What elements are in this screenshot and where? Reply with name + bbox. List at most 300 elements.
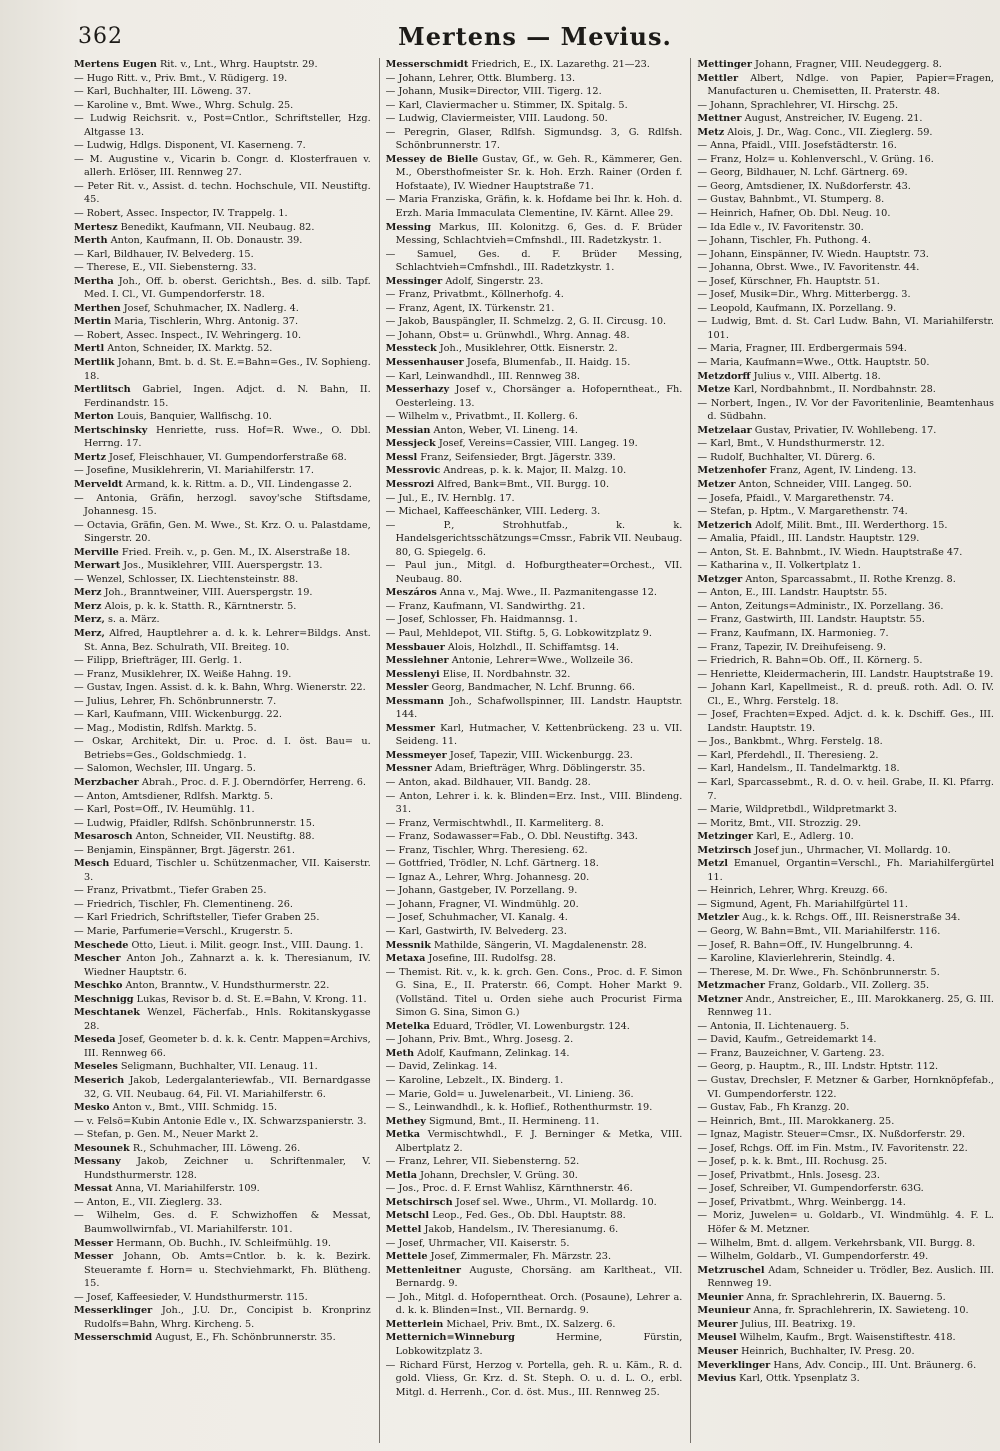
directory-entry	[74, 722, 371, 736]
directory-entry	[697, 112, 994, 126]
directory-entry	[74, 356, 371, 383]
directory-entry	[386, 952, 683, 966]
entry-details: Adolf, Milit. Bmt., III. Werderthorg. 15.	[752, 519, 948, 531]
entry-details: — Ludwig Reichsrit. v., Post=Cntlor., Schriftsteller, Hzg. Altgasse 13.	[74, 113, 371, 138]
entry-details: — Franz, Tapezir, IV. Dreihufeiseng. 9.	[697, 641, 887, 653]
entry-details: August, E., Fh. Schönbrunnerstr. 35.	[152, 1332, 336, 1344]
page-number: 362	[78, 24, 123, 49]
directory-column-3	[690, 58, 994, 1443]
directory-entry	[697, 1142, 994, 1156]
directory-entry	[697, 492, 994, 506]
directory-entry	[697, 126, 994, 140]
directory-entry	[697, 1237, 994, 1251]
directory-entry	[386, 939, 683, 953]
entry-details: Eduard, Tischler u. Schützenmacher, VII. Kaiserstr. 3.	[84, 858, 371, 883]
directory-entry	[74, 275, 371, 302]
entry-surname: Messrozi	[385, 478, 435, 490]
directory-entry	[386, 817, 683, 831]
entry-details: Antonie, Lehrer=Wwe., Wollzeile 36.	[448, 655, 634, 667]
entry-surname: Messteck	[385, 343, 437, 355]
entry-surname: Methey	[385, 1115, 426, 1127]
entry-details: — Friedrich, Tischler, Fh. Clementineng. 26.	[74, 898, 293, 910]
entry-surname: Messenhauser	[385, 357, 464, 369]
directory-entry	[697, 464, 994, 478]
entry-details: Franz, Seifensieder, Brgt. Jägerstr. 339.	[417, 451, 616, 463]
entry-details: Gustav, Privatier, IV. Wohllebeng. 17.	[751, 424, 937, 436]
directory-entry	[74, 1304, 371, 1331]
entry-surname: Merthen	[74, 302, 121, 314]
entry-surname: Meurer	[697, 1318, 738, 1330]
entry-details: Anton, Sparcassabmt., II. Rothe Krenzg. 8.	[742, 573, 956, 585]
entry-surname: Messmeyer	[385, 749, 447, 761]
directory-entry	[386, 695, 683, 722]
directory-entry	[697, 600, 994, 614]
directory-entry	[74, 952, 371, 979]
directory-entry	[74, 383, 371, 410]
entry-details: — Moriz, Juwelen= u. Goldarb., VI. Windmühlg. 4. F. L. Höfer & M. Metzner.	[697, 1210, 995, 1236]
directory-entry	[697, 966, 994, 980]
directory-entry	[697, 559, 994, 573]
directory-entry	[74, 898, 371, 912]
entry-surname: Metla	[385, 1169, 417, 1181]
entry-surname: Meseles	[74, 1061, 118, 1073]
entry-details: — Stefan, p. Gen. M., Neuer Markt 2.	[74, 1129, 259, 1141]
directory-entry	[386, 248, 683, 275]
directory-entry	[74, 451, 371, 465]
entry-surname: Meusel	[697, 1332, 737, 1344]
entry-details: Eduard, Trödler, VI. Lowenburgstr. 124.	[429, 1020, 630, 1032]
entry-details: — Henriette, Kleidermacherin, III. Landstr. Hauptstraße 19.	[697, 668, 994, 680]
entry-details: Josef, Schuhmacher, IX. Nadlerg. 4.	[120, 302, 299, 314]
directory-entry	[386, 966, 683, 1020]
directory-entry	[386, 58, 683, 72]
directory-entry	[386, 762, 683, 776]
entry-surname: Messerschmidt	[385, 59, 469, 70]
directory-entry	[74, 654, 371, 668]
entry-details: — Josef, Rchgs. Off. im Fin. Mstm., IV. Favoritenstr. 22.	[697, 1142, 968, 1154]
entry-details: — Franz, Kaufmann, IX. Harmonieg. 7.	[697, 627, 889, 639]
entry-details: — Octavia, Gräfin, Gen. M. Wwe., St. Krz. O. u. Palastdame, Singerstr. 20.	[74, 519, 371, 545]
entry-details: Otto, Lieut. i. Milit. geogr. Inst., VIII. Daung. 1.	[128, 939, 364, 951]
entry-surname: Mertens Eugen	[74, 59, 157, 70]
directory-entry	[697, 532, 994, 546]
directory-entry	[697, 1304, 994, 1318]
entry-details: Josef, Zimmermaler, Fh. Märzstr. 23.	[427, 1251, 612, 1263]
directory-entry	[697, 248, 994, 262]
directory-entry	[386, 370, 683, 384]
entry-surname: Metzer	[697, 478, 736, 490]
entry-details: — Johann, Gastgeber, IV. Porzellang. 9.	[385, 885, 578, 897]
entry-details: Franz, Goldarb., VII. Zollerg. 35.	[764, 980, 930, 992]
directory-entry	[697, 776, 994, 803]
directory-entry	[697, 817, 994, 831]
entry-surname: Merz	[74, 600, 102, 612]
directory-entry	[386, 898, 683, 912]
entry-details: — Anton, Lehrer i. k. k. Blinden=Erz. Inst., VIII. Blindeng. 31.	[385, 790, 683, 816]
entry-surname: Messerklinger	[74, 1305, 153, 1317]
entry-details: — Benjamin, Einspänner, Brgt. Jägerstr. 261.	[74, 844, 295, 856]
directory-entry	[74, 315, 371, 329]
directory-entry	[386, 99, 683, 113]
directory-entry	[74, 261, 371, 275]
directory-entry	[697, 1115, 994, 1129]
directory-entry	[386, 85, 683, 99]
entry-surname: Messer	[74, 1237, 114, 1249]
entry-details: — Karoline, Klavierlehrerin, Steindlg. 4.	[697, 953, 896, 965]
entry-surname: Messlehner	[385, 655, 449, 667]
directory-entry	[697, 1155, 994, 1169]
entry-details: — Jul., E., IV. Hernblg. 17.	[385, 492, 515, 504]
directory-entry	[386, 1318, 683, 1332]
entry-surname: Mertz	[74, 451, 106, 463]
entry-details: Johann, Drechsler, V. Grüng. 30.	[417, 1169, 578, 1181]
directory-entry	[386, 72, 683, 86]
directory-entry	[74, 817, 371, 831]
entry-details: — Johann Karl, Kapellmeist., R. d. preuß. roth. Adl. O. IV. Cl., E., Whrg. Ferstelg. 18.	[697, 682, 995, 707]
directory-entry	[74, 342, 371, 356]
directory-entry	[697, 1372, 994, 1386]
entry-surname: Messnik	[385, 939, 431, 951]
entry-details: — Norbert, Ingen., IV. Vor der Favoritenlinie, Beamtenhaus d. Südbahn.	[697, 397, 995, 423]
entry-details: — Karl, Bmt., V. Hundsthurmerstr. 12.	[697, 438, 885, 450]
entry-surname: Mertin	[74, 316, 112, 328]
entry-details: Joh., J.U. Dr., Concipist b. Kronprinz Rudolfs=Bahn, Whrg. Kircheng. 5.	[84, 1305, 371, 1330]
directory-entry	[74, 221, 371, 235]
entry-details: — Joh., Mitgl. d. Hofoperntheat. Orch. (Posaune), Lehrer a. d. k. k. Blinden=Inst., VII. Bernardg. 9.	[385, 1291, 683, 1317]
entry-surname: Merton	[74, 411, 114, 423]
entry-details: — Josef, Uhrmacher, VII. Kaiserstr. 5.	[385, 1237, 570, 1249]
directory-entry	[697, 1331, 994, 1345]
directory-entry	[386, 153, 683, 194]
directory-entry	[386, 221, 683, 248]
directory-entry	[74, 1182, 371, 1196]
entry-details: — Wilhelm v., Privatbmt., II. Kollerg. 6.	[385, 411, 579, 423]
directory-entry	[697, 478, 994, 492]
entry-details: Anna v., Maj. Wwe., II. Pazmanitengasse 12.	[436, 587, 657, 599]
directory-entry	[697, 1060, 994, 1074]
directory-entry	[386, 329, 683, 343]
entry-details: Joh., Branntweiner, VIII. Auerspergstr. 19.	[101, 587, 313, 599]
directory-entry	[386, 627, 683, 641]
entry-surname: Mesko	[74, 1102, 110, 1114]
entry-details: — Antonia, II. Lichtenauerg. 5.	[697, 1020, 850, 1032]
entry-details: — Stefan, p. Hptm., V. Margarethenstr. 74.	[697, 506, 908, 518]
directory-entry	[386, 600, 683, 614]
directory-entry	[697, 1020, 994, 1034]
entry-details: — David, Zelinkag. 14.	[385, 1061, 498, 1073]
directory-entry	[386, 410, 683, 424]
entry-surname: Metschl	[385, 1210, 430, 1222]
entry-details: — Anton, E., III. Landstr. Hauptstr. 55.	[697, 587, 888, 599]
directory-entry	[697, 424, 994, 438]
directory-entry	[74, 478, 371, 492]
entry-details: s. a. März.	[104, 614, 160, 626]
entry-details: — Robert, Assec. Inspect., IV. Wehringerg. 10.	[74, 329, 302, 341]
entry-surname: Messmer	[385, 722, 435, 734]
entry-details: Jos., Musiklehrer, VIII. Auerspergstr. 13.	[120, 560, 323, 572]
entry-details: Josef, Vereins=Cassier, VIII. Langeg. 19.	[435, 438, 638, 450]
directory-entry	[386, 1155, 683, 1169]
entry-details: — Josef, R. Bahn=Off., IV. Hungelbrunng. 4.	[697, 939, 913, 951]
directory-entry	[697, 830, 994, 844]
directory-entry	[386, 1115, 683, 1129]
directory-entry	[386, 668, 683, 682]
entry-details: — Josefine, Musiklehrerin, VI. Mariahilferstr. 17.	[74, 465, 315, 477]
entry-surname: Merville	[74, 546, 119, 558]
entry-details: — Karl, Sparcassebmt., R. d. O. v. heil. Grabe, II. Kl. Pfarrg. 7.	[697, 776, 995, 802]
entry-details: Josef, Fleischhauer, VI. Gumpendorferstraße 68.	[105, 451, 347, 463]
entry-surname: Merz	[74, 587, 102, 599]
entry-details: — Rudolf, Buchhalter, VI. Dürerg. 6.	[697, 451, 876, 463]
entry-details: — Jakob, Bauspängler, II. Schmelzg. 2, G. II. Circusg. 10.	[385, 316, 667, 328]
entry-details: Josef jun., Uhrmacher, VI. Mollardg. 10.	[751, 844, 951, 856]
entry-surname: Metzirsch	[697, 844, 752, 856]
entry-details: Johann, Bmt. b. d. St. E.=Bahn=Ges., IV. Sophieng. 18.	[84, 357, 371, 382]
directory-entry	[386, 925, 683, 939]
entry-details: Wilhelm, Kaufm., Brgt. Waisenstiftestr. 418.	[736, 1332, 956, 1344]
directory-entry	[697, 221, 994, 235]
entry-details: Anton, Weber, VI. Lineng. 14.	[430, 424, 578, 436]
directory-entry	[697, 1318, 994, 1332]
entry-details: — Wilhelm, Bmt. d. allgem. Verkehrsbank, VII. Burgg. 8.	[697, 1237, 976, 1249]
directory-entry	[697, 993, 994, 1020]
directory-entry	[74, 85, 371, 99]
directory-entry	[74, 844, 371, 858]
entry-details: — Ludwig, Claviermeister, VIII. Laudong. 50.	[385, 113, 608, 125]
entry-details: Anton, Schneider, IX. Marktg. 52.	[104, 343, 273, 355]
entry-details: — Salomon, Wechsler, III. Ungarg. 5.	[74, 763, 256, 775]
entry-details: Gustav, Gf., w. Geh. R., Kämmerer, Gen. M., Obersthofmeister Sr. k. Hoh. Erzh. Rainer (Orden f. Hofstaate), IV. Wiedner Hauptstraße 71.	[395, 153, 683, 192]
directory-entry	[697, 166, 994, 180]
entry-surname: Messing	[385, 221, 431, 233]
entry-details: — Ignaz A., Lehrer, Whrg. Johannesg. 20.	[385, 871, 590, 883]
directory-entry	[74, 302, 371, 316]
entry-details: Emanuel, Organtin=Verschl., Fh. Mariahilfergürtel 11.	[707, 858, 995, 883]
entry-surname: Meschnigg	[74, 993, 134, 1005]
directory-column-2	[379, 58, 683, 1443]
entry-surname: Merz,	[74, 614, 105, 626]
entry-details: Johann, Fragner, VIII. Neudeggerg. 8.	[751, 59, 942, 70]
directory-entry	[386, 654, 683, 668]
entry-details: Joh., Off. b. oberst. Gerichtsh., Bes. d. silb. Tapf. Med. I. Cl., VI. Gumpendorferstr. 18.	[84, 275, 371, 301]
entry-surname: Meserich	[74, 1075, 125, 1087]
directory-entry	[386, 302, 683, 316]
entry-details: — Johann, Obst= u. Grünwhdl., Whrg. Annag. 48.	[385, 329, 630, 341]
entry-surname: Metzmacher	[697, 980, 765, 992]
directory-entry	[74, 911, 371, 925]
entry-surname: Mertl	[74, 343, 105, 355]
entry-details: — Josef, Kürschner, Fh. Hauptstr. 51.	[697, 275, 880, 287]
directory-entry	[74, 1128, 371, 1142]
directory-entry	[386, 844, 683, 858]
entry-details: — Franz, Kaufmann, VI. Sandwirthg. 21.	[385, 600, 586, 612]
entry-details: — Themist. Rit. v., k. k. grch. Gen. Cons., Proc. d. F. Simon G. Sina, E., II. Praterstr. 66, Compt. Hoher Markt 9. (Vollständ. Titel u. Orden siehe auch Procurist Firma Simon G. Sina, Simon G.)	[385, 966, 683, 1019]
directory-entry	[74, 708, 371, 722]
entry-details: — Gustav, Ingen. Assist. d. k. k. Bahn, Whrg. Wienerstr. 22.	[74, 682, 366, 694]
directory-entry	[697, 1047, 994, 1061]
entry-details: Sigmund, Bmt., II. Hermineng. 11.	[425, 1115, 600, 1127]
directory-entry	[74, 1291, 371, 1305]
entry-surname: Meseda	[74, 1034, 116, 1046]
entry-surname: Messey de Bielle	[385, 153, 479, 165]
entry-surname: Metzdorff	[697, 370, 751, 382]
entry-details: — Amalia, Pfaidl., III. Landstr. Hauptstr. 129.	[697, 533, 920, 545]
entry-surname: Metaxa	[385, 953, 426, 965]
directory-entry	[74, 776, 371, 790]
directory-entry	[386, 1223, 683, 1237]
entry-details: — Friedrich, R. Bahn=Ob. Off., II. Körnerg. 5.	[697, 655, 923, 667]
entry-details: — Marie, Parfumerie=Verschl., Krugerstr. 5.	[74, 926, 293, 937]
entry-details: — Johann, Sprachlehrer, VI. Hirschg. 25.	[697, 99, 899, 111]
directory-entry	[386, 884, 683, 898]
entry-details: — Franz, Tischler, Whrg. Theresieng. 62.	[385, 844, 588, 856]
entry-details: — Hugo Ritt. v., Priv. Bmt., V. Rüdigerg. 19.	[74, 72, 288, 84]
directory-entry	[697, 1196, 994, 1210]
entry-details: — Peter Rit. v., Assist. d. techn. Hochschule, VII. Neustiftg. 45.	[74, 180, 371, 206]
directory-entry	[697, 370, 994, 384]
directory-entry	[386, 126, 683, 153]
directory-entry	[74, 1196, 371, 1210]
entry-details: — Wenzel, Schlosser, IX. Liechtensteinstr. 88.	[74, 573, 299, 585]
entry-details: Adolf, Singerstr. 23.	[442, 275, 544, 287]
directory-entry	[386, 275, 683, 289]
entry-surname: Messbauer	[385, 641, 445, 653]
entry-details: — Robert, Assec. Inspector, IV. Trappelg. 1.	[74, 208, 288, 220]
directory-entry	[697, 668, 994, 682]
entry-details: Elise, II. Nordbahnstr. 32.	[439, 668, 571, 680]
entry-details: Anton, Schneider, VIII. Langeg. 50.	[735, 478, 912, 490]
entry-details: — David, Kaufm., Getreidemarkt 14.	[697, 1034, 877, 1046]
entry-surname: Merth	[74, 235, 108, 247]
directory-entry	[74, 139, 371, 153]
entry-details: Anton, Schneider, VII. Neustiftg. 88.	[132, 831, 315, 843]
entry-surname: Meszáros	[385, 587, 437, 599]
entry-surname: Messl	[385, 451, 418, 463]
directory-column-1	[74, 58, 371, 1443]
directory-entry	[697, 762, 994, 776]
directory-entry	[697, 1209, 994, 1236]
entry-details: Karl, E., Adlerg. 10.	[752, 831, 854, 843]
directory-entry	[386, 871, 683, 885]
directory-entry	[386, 911, 683, 925]
directory-entry	[74, 519, 371, 546]
entry-surname: Metzger	[697, 573, 743, 585]
entry-surname: Mettele	[385, 1251, 428, 1263]
entry-details: — Oskar, Architekt, Dir. u. Proc. d. I. öst. Bau= u. Betriebs=Ges., Goldschmiedg. 1.	[74, 736, 371, 761]
directory-entry	[697, 613, 994, 627]
directory-entry	[386, 1033, 683, 1047]
directory-entry	[697, 546, 994, 560]
entry-details: — Franz, Vermischtwhdl., II. Karmeliterg. 8.	[385, 817, 604, 829]
directory-entry	[697, 641, 994, 655]
entry-details: Josef, Tapezir, VIII. Wickenburgg. 23.	[446, 749, 633, 761]
entry-surname: Metternich=Winneburg	[385, 1332, 515, 1344]
entry-details: Michael, Priv. Bmt., IX. Salzerg. 6.	[443, 1318, 616, 1330]
directory-entry	[386, 857, 683, 871]
directory-entry	[697, 1291, 994, 1305]
directory-entry	[74, 1155, 371, 1182]
entry-details: — Marie, Gold= u. Juwelenarbeit., VI. Linieng. 36.	[385, 1088, 634, 1100]
entry-details: — Franz, Gastwirth, III. Landstr. Hauptstr. 55.	[697, 614, 925, 626]
entry-details: — Maria Franziska, Gräfin, k. k. Hofdame bei Ihr. k. Hoh. d. Erzh. Maria Immaculata Clementine, IV. Kärnt. Allee 29.	[385, 194, 683, 220]
entry-surname: Messrovic	[385, 465, 441, 477]
entry-surname: Metzinger	[697, 831, 753, 843]
entry-details: — Josef, Schreiber, VI. Gumpendorferstr. 63G.	[697, 1183, 924, 1195]
directory-entry	[697, 1250, 994, 1264]
entry-details: — Georg, Bildhauer, N. Lchf. Gärtnerg. 69.	[697, 167, 908, 179]
entry-details: Heinrich, Buchhalter, IV. Presg. 20.	[738, 1345, 915, 1357]
entry-details: Julius v., VIII. Albertg. 18.	[750, 370, 881, 382]
directory-entry	[74, 153, 371, 180]
directory-entry	[386, 1237, 683, 1251]
directory-entry	[74, 234, 371, 248]
directory-entry	[386, 1209, 683, 1223]
entry-details: Andr., Anstreicher, E., III. Marokkanerg. 25, G. III. Rennweg 11.	[707, 993, 995, 1019]
directory-entry	[697, 844, 994, 858]
entry-details: Alois, Holzhdl., II. Schiffamtsg. 14.	[444, 641, 620, 653]
directory-entry	[386, 464, 683, 478]
directory-entry	[386, 424, 683, 438]
entry-details: — Maria, Fragner, III. Erdbergermais 594.	[697, 343, 907, 355]
directory-entry	[697, 1264, 994, 1291]
entry-details: — Josef, Privatbmt., Hnls. Josesg. 23.	[697, 1169, 880, 1181]
entry-details: — S., Leinwandhdl., k. k. Hoflief., Rothenthurmstr. 19.	[385, 1102, 653, 1114]
entry-surname: Mettler	[697, 72, 739, 84]
entry-details: — Johann, Einspänner, IV. Wiedn. Hauptstr. 73.	[697, 248, 929, 260]
directory-entry	[386, 586, 683, 600]
entry-details: — Heinrich, Bmt., III. Marokkanerg. 25.	[697, 1115, 895, 1127]
entry-details: Adolf, Kaufmann, Zelinkag. 14.	[414, 1047, 570, 1059]
entry-details: — Gustav, Bahnbmt., VI. Stumperg. 8.	[697, 194, 885, 206]
entry-details: — Julius, Lehrer, Fh. Schönbrunnerstr. 7.	[74, 695, 277, 707]
directory-entry	[697, 857, 994, 884]
entry-details: — Johann, Priv. Bmt., Whrg. Josesg. 2.	[385, 1034, 574, 1046]
entry-details: — Ida Edle v., IV. Favoritenstr. 30.	[697, 221, 864, 233]
directory-entry	[697, 261, 994, 275]
entry-details: Lukas, Revisor b. d. St. E.=Bahn, V. Krong. 11.	[133, 993, 367, 1005]
entry-details: — Moritz, Bmt., VII. Strozzig. 29.	[697, 817, 862, 829]
entry-details: — Josefa, Pfaidl., V. Margarethenstr. 74.	[697, 492, 894, 504]
directory-entry	[74, 803, 371, 817]
entry-details: — Johanna, Obrst. Wwe., IV. Favoritenstr. 44.	[697, 262, 920, 274]
entry-details: — Filipp, Briefträger, III. Gerlg. 1.	[74, 655, 242, 667]
directory-entry	[386, 1359, 683, 1400]
entry-details: — Therese, E., VII. Siebensterng. 33.	[74, 262, 257, 274]
entry-details: — Josef, Schuhmacher, VI. Kanalg. 4.	[385, 912, 568, 924]
entry-surname: Messler	[385, 682, 429, 694]
entry-details: Anton Joh., Zahnarzt a. k. k. Theresianum, IV. Wiedner Hauptstr. 6.	[84, 953, 371, 978]
entry-surname: Metschirsch	[385, 1196, 453, 1208]
directory-entry	[697, 193, 994, 207]
entry-surname: Meuser	[697, 1345, 738, 1357]
directory-entry	[74, 424, 371, 451]
entry-surname: Metzl	[697, 858, 728, 870]
directory-entry	[697, 275, 994, 289]
page-header	[78, 22, 992, 52]
directory-entry	[697, 898, 994, 912]
entry-details: — Gustav, Fab., Fh Kranzg. 20.	[697, 1102, 850, 1114]
directory-entry	[74, 1033, 371, 1060]
directory-entry	[386, 613, 683, 627]
directory-entry	[697, 356, 994, 370]
entry-details: — Karl, Leinwandhdl., III. Rennweg 38.	[385, 370, 580, 382]
entry-details: Alfred, Bank=Bmt., VII. Burgg. 10.	[434, 478, 610, 490]
directory-entry	[697, 58, 994, 72]
entry-surname: Metterlein	[385, 1318, 444, 1330]
directory-entry	[74, 1115, 371, 1129]
entry-details: Josef sel. Wwe., Uhrm., VI. Mollardg. 10.	[452, 1196, 657, 1208]
entry-surname: Meschko	[74, 980, 123, 992]
